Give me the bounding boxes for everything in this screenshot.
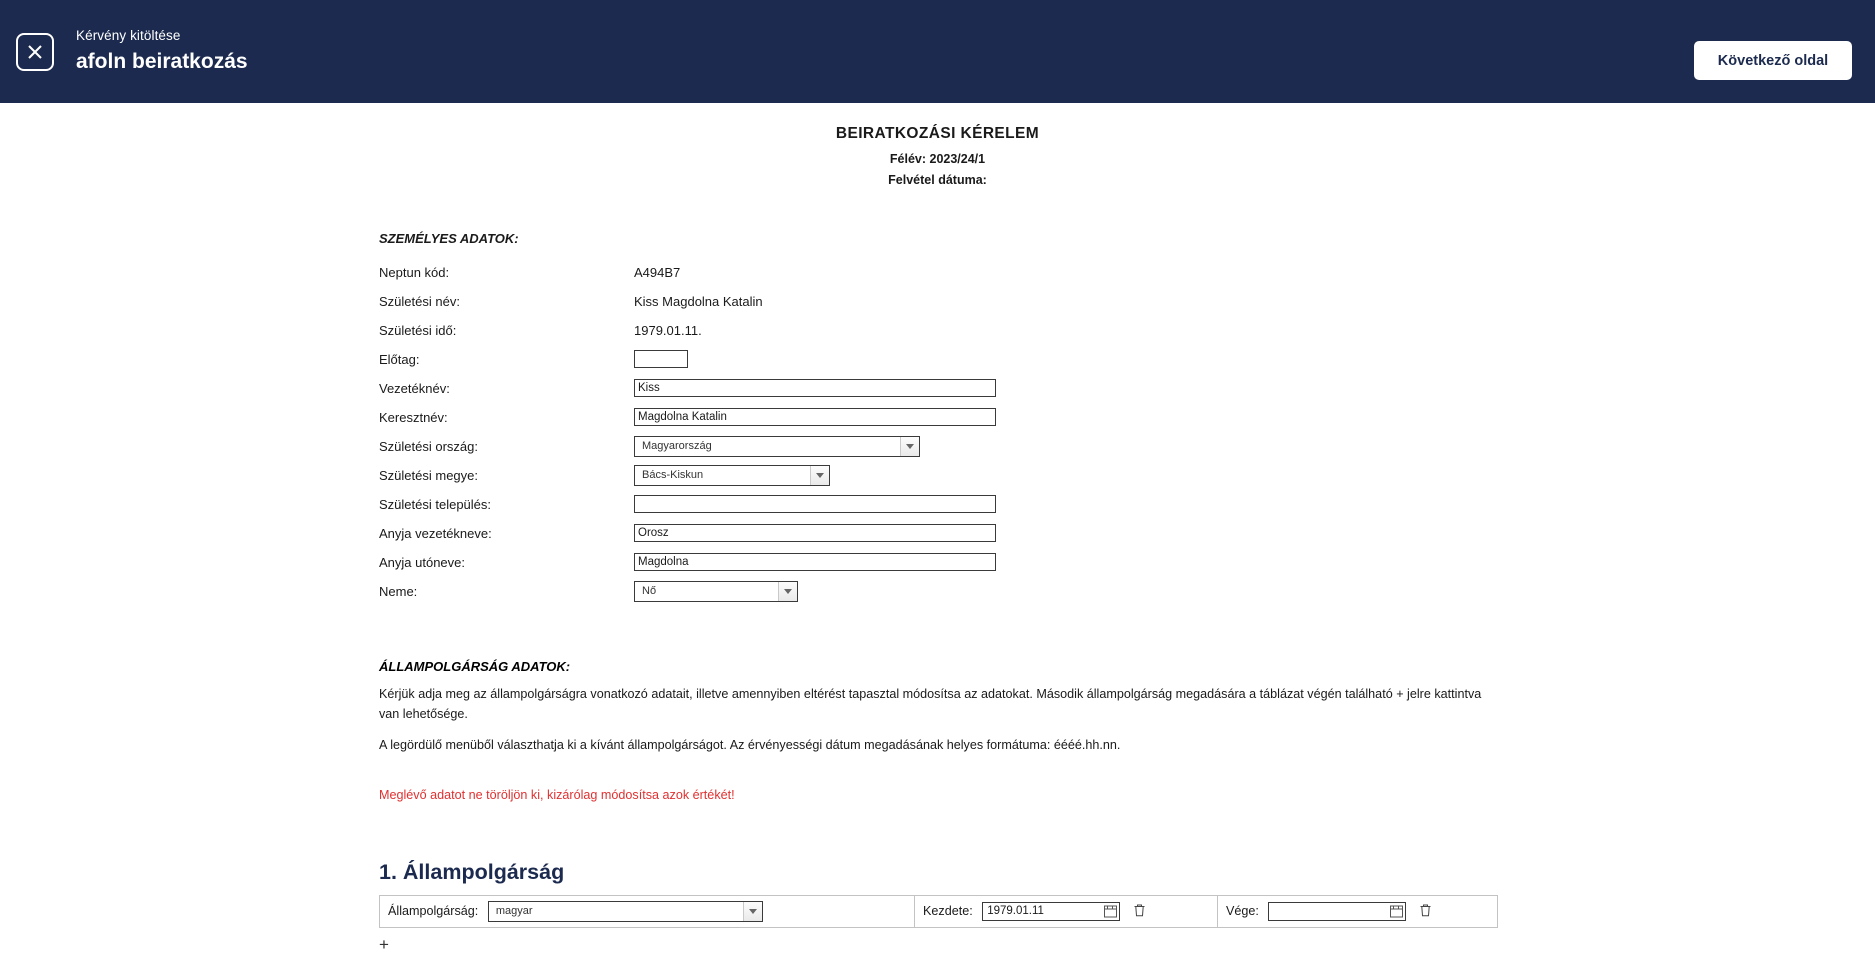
gender-select[interactable] (634, 581, 798, 602)
table-row (379, 463, 996, 487)
gender-value: Nő (642, 585, 657, 597)
start-date-label: Kezdete: (923, 903, 973, 918)
calendar-icon[interactable] (1390, 905, 1403, 918)
document-header (0, 103, 1875, 187)
mother-first-name-input[interactable] (634, 553, 996, 571)
plus-icon: + (379, 934, 389, 954)
label-birth-country: Születési ország: (379, 438, 478, 454)
form-page (0, 103, 1875, 954)
citizenship-cell (380, 895, 915, 927)
trash-icon[interactable] (1419, 906, 1432, 920)
header-title: afoln beiratkozás (76, 49, 248, 73)
personal-section-title: SZEMÉLYES ADATOK: (379, 231, 519, 246)
personal-data-table (379, 260, 996, 603)
label-birth-name: Születési név: (379, 293, 460, 309)
end-date-input[interactable] (1268, 902, 1406, 921)
prefix-input[interactable] (634, 350, 688, 368)
chevron-down-icon[interactable] (900, 437, 919, 456)
chevron-down-icon[interactable] (743, 902, 762, 921)
value-birth-name: Kiss Magdolna Katalin (634, 293, 763, 309)
label-birth-county: Születési megye: (379, 467, 478, 483)
birth-country-value: Magyarország (642, 440, 712, 452)
citizenship-paragraph-1: Kérjük adja meg az állampolgárságra vonatkozó adatait, illetve amennyiben eltérést tapasztal módosítsa az adatokat. Második állampolgárság megadására a táblázat végén található + jelre kattintva van lehetősége. (379, 687, 1482, 722)
app-header (0, 0, 1875, 103)
citizenship-label: Állampolgárság: (388, 903, 479, 918)
label-neptun-code: Neptun kód: (379, 264, 450, 280)
label-gender: Neme: (379, 583, 418, 599)
last-name-input[interactable] (634, 379, 996, 397)
add-citizenship-row-button[interactable] (379, 935, 395, 955)
header-subtitle: Kérvény kitöltése (76, 27, 181, 43)
table-row (379, 260, 996, 284)
citizenship-select[interactable] (488, 901, 763, 922)
citizenship-table (379, 895, 1498, 928)
table-row (379, 550, 996, 574)
birth-county-select[interactable] (634, 465, 830, 486)
birth-country-select[interactable] (634, 436, 920, 457)
table-row (379, 492, 996, 516)
header-title-block (76, 28, 248, 75)
table-row (379, 289, 996, 313)
label-mother-last-name: Anyja vezetékneve: (379, 525, 492, 541)
chevron-down-icon[interactable] (778, 582, 797, 601)
table-row (379, 579, 996, 603)
table-row (379, 434, 996, 458)
label-first-name: Keresztnév: (379, 409, 448, 425)
first-name-input[interactable] (634, 408, 996, 426)
table-row (379, 405, 996, 429)
citizenship-value: magyar (495, 905, 533, 918)
document-admission-date: Felvétel dátuma: (888, 173, 987, 187)
label-last-name: Vezetéknév: (379, 380, 450, 396)
mother-last-name-input[interactable] (634, 524, 996, 542)
citizenship-section-title: ÁLLAMPOLGÁRSÁG ADATOK: (379, 659, 571, 674)
form-content (379, 231, 1835, 955)
document-title: BEIRATKOZÁSI KÉRELEM (835, 125, 1040, 142)
trash-icon[interactable] (1133, 906, 1146, 920)
close-button[interactable] (16, 33, 54, 71)
value-neptun-code: A494B7 (634, 264, 681, 280)
label-mother-first-name: Anyja utóneve: (379, 554, 466, 570)
table-row (379, 347, 996, 371)
table-row (379, 318, 996, 342)
close-icon (27, 44, 43, 60)
citizenship-start-cell (915, 895, 1218, 927)
calendar-icon[interactable] (1104, 905, 1117, 918)
next-page-button[interactable]: Következő oldal (1694, 41, 1852, 80)
citizenship-warning: Meglévő adatot ne töröljön ki, kizárólag módosítsa azok értékét! (379, 787, 735, 802)
chevron-down-icon[interactable] (810, 466, 829, 485)
citizenship-heading: 1. Állampolgárság (379, 859, 565, 884)
label-birth-date: Születési idő: (379, 322, 457, 338)
label-birth-settlement: Születési település: (379, 496, 492, 512)
table-row (379, 376, 996, 400)
citizenship-end-cell (1218, 895, 1498, 927)
start-date-input[interactable] (982, 902, 1120, 921)
table-row (379, 521, 996, 545)
citizenship-paragraph-2: A legördülő menüből választhatja ki a kívánt állampolgárságot. Az érvényességi dátum megadásának helyes formátuma: éééé.hh.nn. (379, 737, 1121, 752)
birth-county-value: Bács-Kiskun (642, 469, 704, 481)
value-birth-date: 1979.01.11. (634, 322, 702, 338)
table-row (380, 895, 1498, 927)
document-semester: Félév: 2023/24/1 (889, 152, 986, 166)
label-prefix: Előtag: (379, 351, 420, 367)
end-date-label: Vége: (1226, 903, 1259, 918)
birth-settlement-input[interactable] (634, 495, 996, 513)
